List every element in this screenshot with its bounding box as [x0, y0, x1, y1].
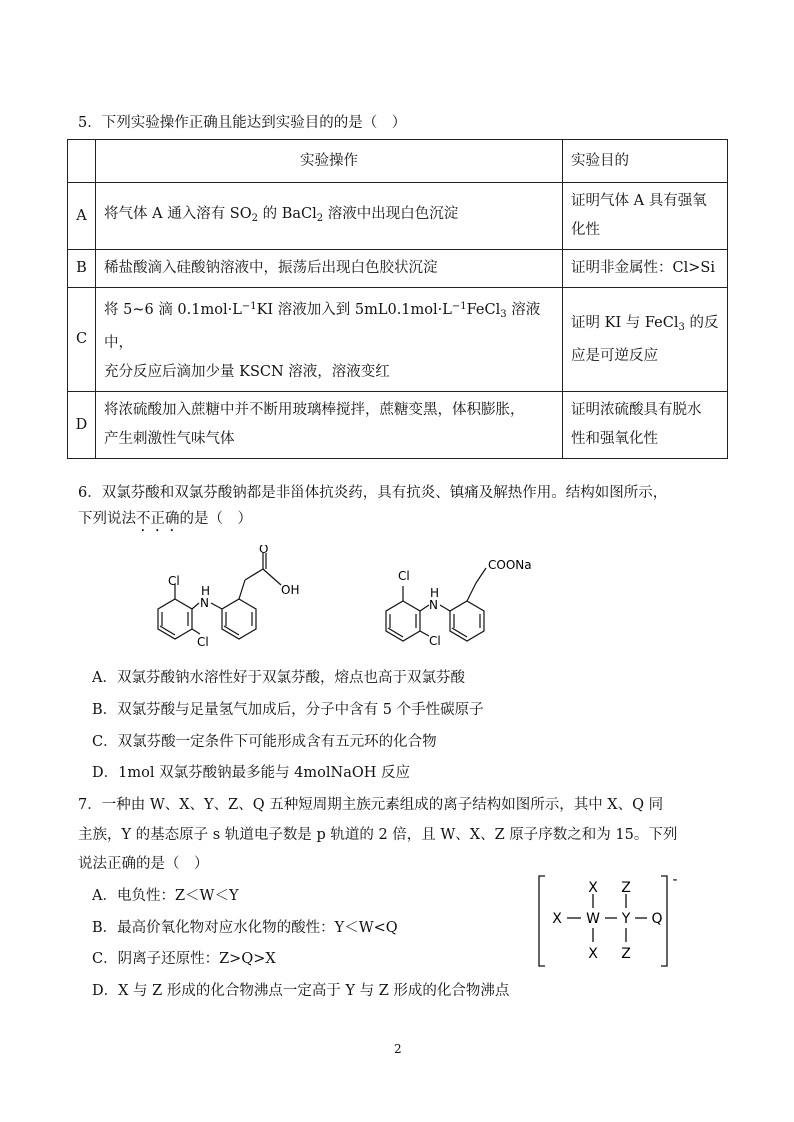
mol1-n-label: N	[200, 596, 209, 610]
mol1-oh-label: OH	[281, 583, 300, 597]
header-label-cell	[68, 140, 96, 183]
row-operation: 将 5~6 滴 $0.1mol\cdot L^{-1}KI$ 溶液加入到 $5mL0.1mol\cdot L^{-1}FeCl_3$ 溶液中， 充分反应后滴加少量 KSCN 溶液，溶液变红	[96, 288, 563, 392]
diclofenac-sodium-structure	[378, 553, 558, 653]
mol1-cl-bottom-label: Cl	[197, 635, 209, 649]
mol2-cl-top-label: Cl	[398, 569, 410, 583]
ion-z-top: Z	[621, 880, 631, 896]
q7-option-b: B．最高价氧化物对应水化物的酸性：Y＜W<Q	[92, 920, 398, 936]
ion-structure	[535, 874, 685, 970]
q6-option-d: D．1mol 双氯芬酸钠最多能与 4molNaOH 反应	[92, 765, 411, 781]
diclofenac-structure	[145, 545, 315, 655]
row-label: B	[68, 250, 96, 288]
table-row	[68, 392, 728, 459]
experiment-table	[67, 139, 728, 459]
row-operation: 稀盐酸滴入硅酸钠溶液中，振荡后出现白色胶状沉淀	[96, 250, 563, 288]
table-header-row	[68, 140, 728, 183]
row-goal: 证明非金属性：Cl>Si	[563, 250, 728, 288]
mol1-h-label: H	[201, 584, 211, 598]
row-label: C	[68, 288, 96, 392]
ion-q: Q	[651, 911, 663, 927]
table-row	[68, 183, 728, 250]
q6-stem-line-2: 下列说法不正确的是（ ）	[78, 511, 252, 527]
emphasis-not-correct: 不正确	[136, 511, 180, 527]
mol2-cl-bottom-label: Cl	[429, 634, 441, 648]
header-goal: 实验目的	[563, 140, 728, 183]
q6-option-b: B．双氯芬酸与足量氢气加成后，分子中含有 5 个手性碳原子	[92, 702, 484, 718]
q6-stem-line-1: 6．双氯芬酸和双氯芬酸钠都是非甾体抗炎药，具有抗炎、镇痛及解热作用。结构如图所示，	[78, 485, 668, 501]
mol2-coona-label: COONa	[488, 558, 532, 572]
ion-charge: -	[672, 874, 678, 888]
table-row	[68, 250, 728, 288]
row-label: A	[68, 183, 96, 250]
ion-w: W	[586, 911, 600, 927]
row-operation: 将气体 A 通入溶有 $SO_2$ 的 BaCl$_2$ 溶液中出现白色沉淀	[96, 183, 563, 250]
mol1-o-label: O	[259, 545, 269, 556]
q6-option-a: A．双氯芬酸钠水溶性好于双氯芬酸，熔点也高于双氯芬酸	[92, 670, 465, 686]
q7-option-d: D．X 与 Z 形成的化合物沸点一定高于 Y 与 Z 形成的化合物沸点	[92, 983, 510, 999]
row-operation: 将浓硫酸加入蔗糖中并不断用玻璃棒搅拌，蔗糖变黑，体积膨胀， 产生刺激性气味气体	[96, 392, 563, 459]
row-goal: 证明浓硫酸具有脱水 性和强氧化性	[563, 392, 728, 459]
q7-stem-line-1: 7．一种由 W、X、Y、Z、Q 五种短周期主族元素组成的离子结构如图所示，其中 X、Q 同	[78, 797, 664, 813]
row-goal: 证明 KI 与 FeCl$_3$ 的反 应是可逆反应	[563, 288, 728, 392]
q7-stem-line-2: 主族，Y 的基态原子 s 轨道电子数是 p 轨道的 2 倍，且 W、X、Z 原子序数之和为 15。下列	[78, 827, 678, 843]
mol2-n-label: N	[429, 598, 438, 612]
q6-option-c: C．双氯芬酸一定条件下可能形成含有五元环的化合物	[92, 734, 437, 750]
mol2-h-label: H	[430, 586, 440, 600]
q7-option-c: C．阴离子还原性：Z>Q>X	[92, 951, 276, 967]
row-goal: 证明气体 A 具有强氧 化性	[563, 183, 728, 250]
ion-x-left: X	[552, 911, 562, 927]
q7-option-a: A．电负性：Z＜W＜Y	[92, 888, 239, 904]
page-number: 2	[394, 1042, 402, 1056]
mol1-cl-top-label: Cl	[168, 574, 180, 588]
ion-z-bottom: Z	[621, 946, 631, 962]
ion-x-top: X	[588, 880, 598, 896]
table-row	[68, 288, 728, 392]
q5-stem: 5．下列实验操作正确且能达到实验目的的是（ ）	[78, 115, 407, 131]
q7-stem-line-3: 说法正确的是（ ）	[78, 856, 209, 872]
row-label: D	[68, 392, 96, 459]
ion-x-bottom: X	[588, 946, 598, 962]
header-operation: 实验操作	[96, 140, 563, 183]
ion-y: Y	[621, 911, 631, 927]
